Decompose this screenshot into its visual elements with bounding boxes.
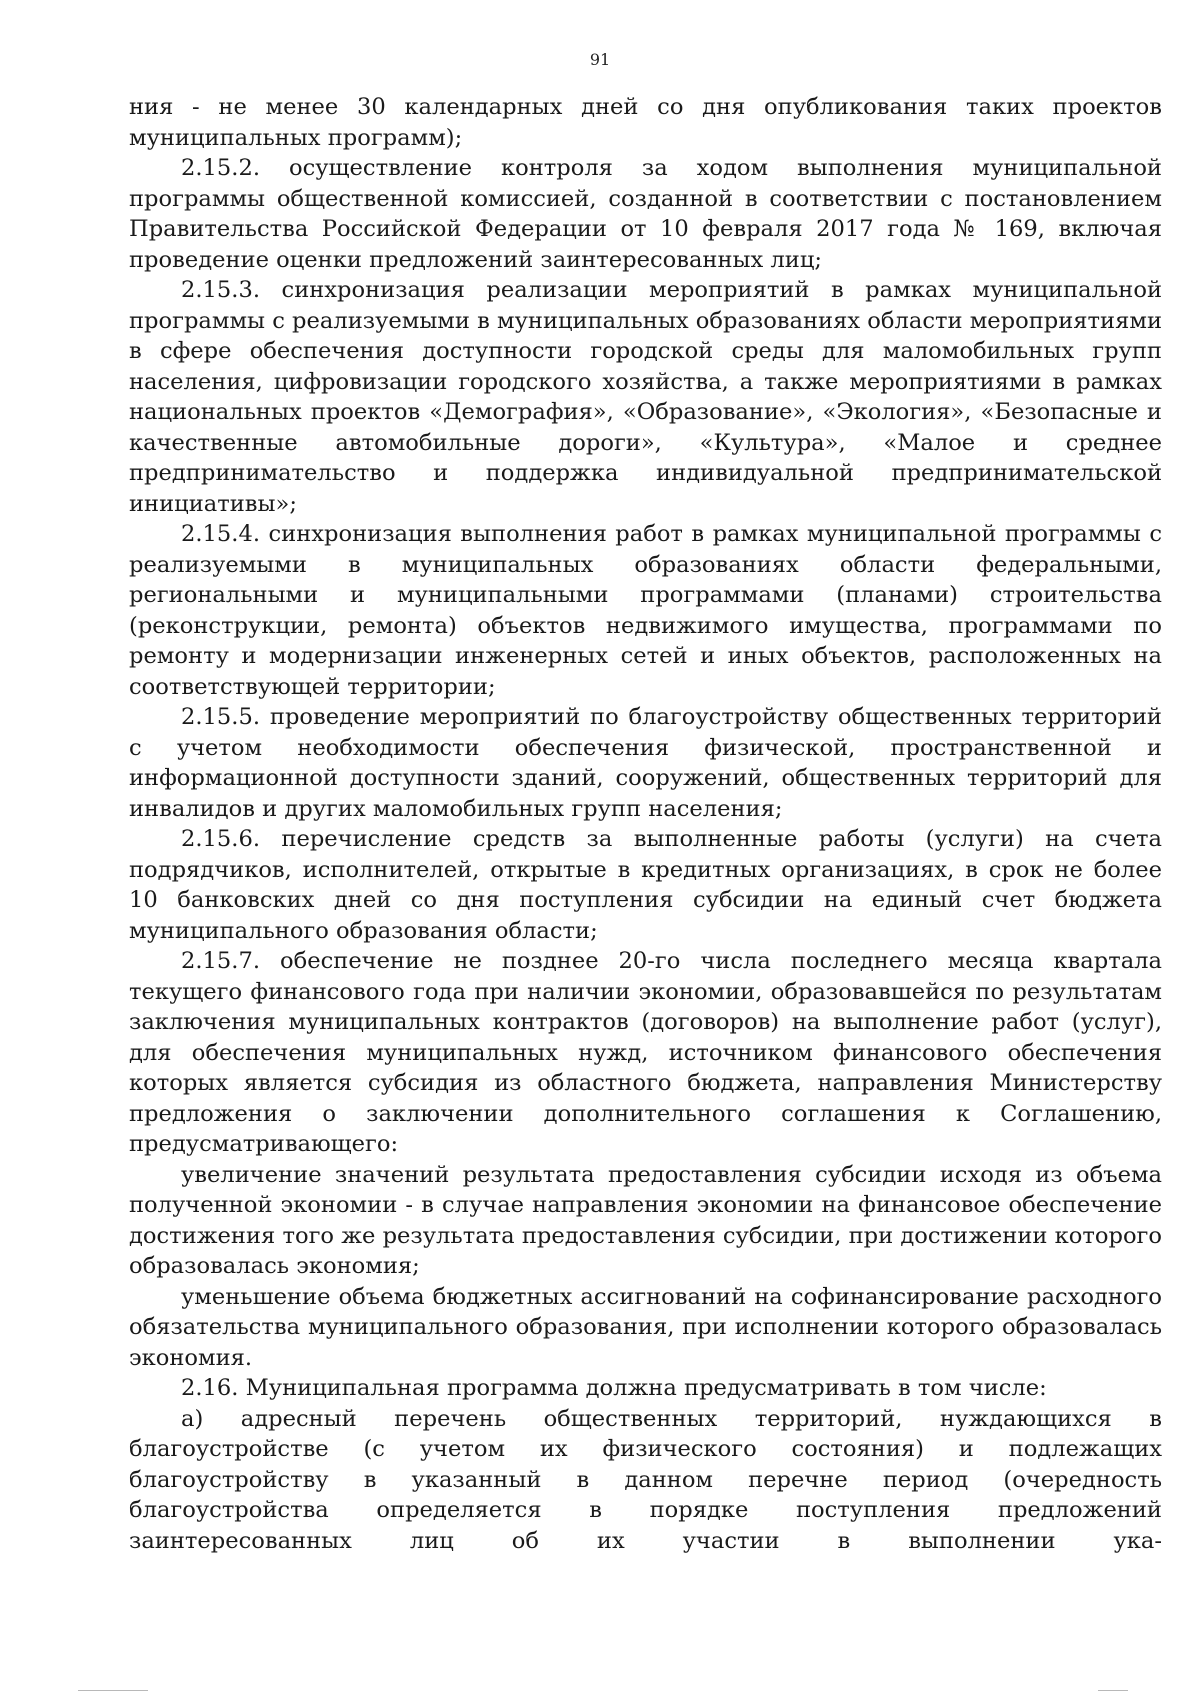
- paragraph-increase-values: увеличение значений результата предоставления субсидии исходя из объема полученной экономии - в случае направления экономии на финансовое обеспечение достижения того же результата предоставления субсидии, при достижении которого образовалась экономия;: [129, 1161, 1162, 1279]
- page-number: 91: [589, 50, 611, 69]
- scan-artifact-left: [78, 1690, 148, 1691]
- paragraph-2-15-7: 2.15.7. обеспечение не позднее 20-го числа последнего месяца квартала текущего финансового года при наличии экономии, образовавшейся по результатам заключения муниципальных контрактов (договоров) на выполнение работ (услуг), для обеспечения муниципальных нужд, источником финансового обеспечения которых является субсидия из областного бюджета, направления Министерству предложения о заключении дополнительного соглашения к Соглашению, предусматривающего:: [129, 948, 1162, 1157]
- paragraph-decrease-allocations: уменьшение объема бюджетных ассигнований на софинансирование расходного обязательства муниципального образования, при исполнении которого образовалась экономия.: [129, 1283, 1162, 1371]
- paragraph-2-16: 2.16. Муниципальная программа должна предусматривать в том числе:: [181, 1375, 1047, 1401]
- paragraph-continuation: ния - не менее 30 календарных дней со дня опубликования таких проектов муниципальных программ);: [129, 94, 1162, 151]
- paragraph-2-15-4: 2.15.4. синхронизация выполнения работ в рамках муниципальной программы с реализуемыми в муниципальных образованиях области федеральными, региональными и муниципальными программами (планами) строительства (реконструкции, ремонта) объектов недвижимого имущества, программами по ремонту и модернизации инженерных сетей и иных объектов, расположенных на соответствующей территории;: [129, 521, 1162, 700]
- document-body: [129, 92, 1162, 1556]
- paragraph-2-15-5: 2.15.5. проведение мероприятий по благоустройству общественных территорий с учетом необходимости обеспечения физической, пространственной и информационной доступности зданий, сооружений, общественных территорий для инвалидов и других маломобильных групп населения;: [129, 704, 1162, 822]
- scan-artifact-right: [1098, 1690, 1128, 1691]
- paragraph-2-15-6: 2.15.6. перечисление средств за выполненные работы (услуги) на счета подрядчиков, исполнителей, открытые в кредитных организациях, в срок не более 10 банковских дней со дня поступления субсидии на единый счет бюджета муниципального образования области;: [129, 826, 1162, 944]
- paragraph-item-a: а) адресный перечень общественных территорий, нуждающихся в благоустройстве (с учетом их физического состояния) и подлежащих благоустройству в указанный в данном перечне период (очередность благоустройства определяется в порядке поступления предложений заинтересованных лиц об их участии в выполнении ука-: [129, 1405, 1162, 1554]
- paragraph-2-15-3: 2.15.3. синхронизация реализации мероприятий в рамках муниципальной программы с реализуемыми в муниципальных образованиях области мероприятиями в сфере обеспечения доступности городской среды для маломобильных групп населения, цифровизации городского хозяйства, а также мероприятиями в рамках национальных проектов «Демография», «Образование», «Экология», «Безопасные и качественные автомобильные дороги», «Культура», «Малое и среднее предпринимательство и поддержка индивидуальной предпринимательской инициативы»;: [129, 277, 1163, 517]
- paragraph-2-15-2: 2.15.2. осуществление контроля за ходом выполнения муниципальной программы общественной комиссией, созданной в соответствии с постановлением Правительства Российской Федерации от 10 февраля 2017 года № 169, включая проведение оценки предложений заинтересованных лиц;: [129, 155, 1162, 273]
